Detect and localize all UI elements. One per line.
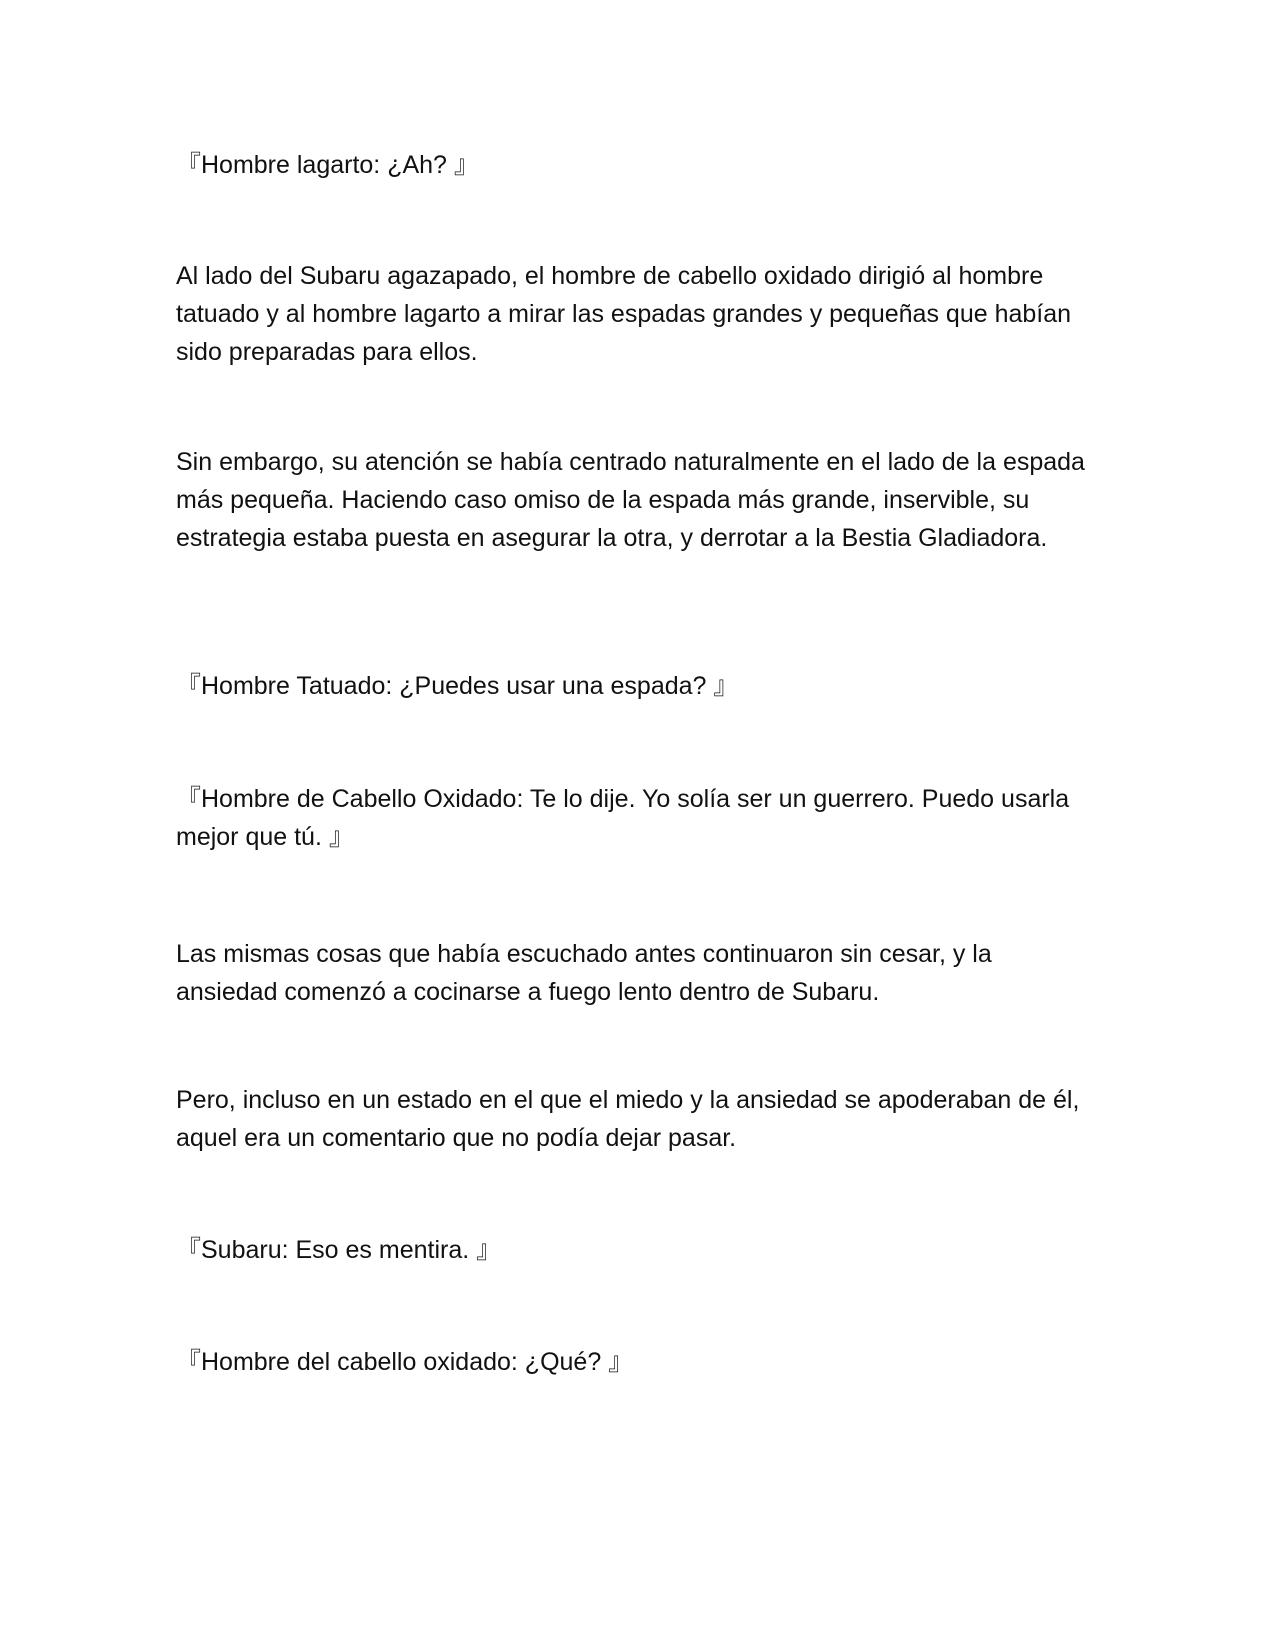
narration-paragraph: Pero, incluso en un estado en el que el miedo y la ansiedad se apoderaban de él, aquel era un comentario que no podía dejar pasar. [176, 1086, 1080, 1152]
dialogue-line: 『Hombre del cabello oxidado: ¿Qué? 』 [176, 1348, 634, 1376]
dialogue-line: 『Subaru: Eso es mentira. 』 [176, 1236, 502, 1264]
dialogue-line: 『Hombre lagarto: ¿Ah? 』 [176, 151, 479, 179]
dialogue-line: 『Hombre de Cabello Oxidado: Te lo dije. Yo solía ser un guerrero. Puedo usarla mejor que tú. 』 [176, 785, 1070, 851]
narration-paragraph: Al lado del Subaru agazapado, el hombre de cabello oxidado dirigió al hombre tatuado y al hombre lagarto a mirar las espadas grandes y pequeñas que habían sido preparadas para ellos. [176, 262, 1072, 366]
dialogue-line: 『Hombre Tatuado: ¿Puedes usar una espada? 』 [176, 672, 739, 700]
narration-paragraph: Sin embargo, su atención se había centrado naturalmente en el lado de la espada más pequeña. Haciendo caso omiso de la espada más grande, inservible, su estrategia estaba puesta en asegurar la otra, y derrotar a la Bestia Gladiadora. [176, 448, 1085, 552]
narration-paragraph: Las mismas cosas que había escuchado antes continuaron sin cesar, y la ansiedad comenzó a cocinarse a fuego lento dentro de Subaru. [176, 940, 992, 1006]
